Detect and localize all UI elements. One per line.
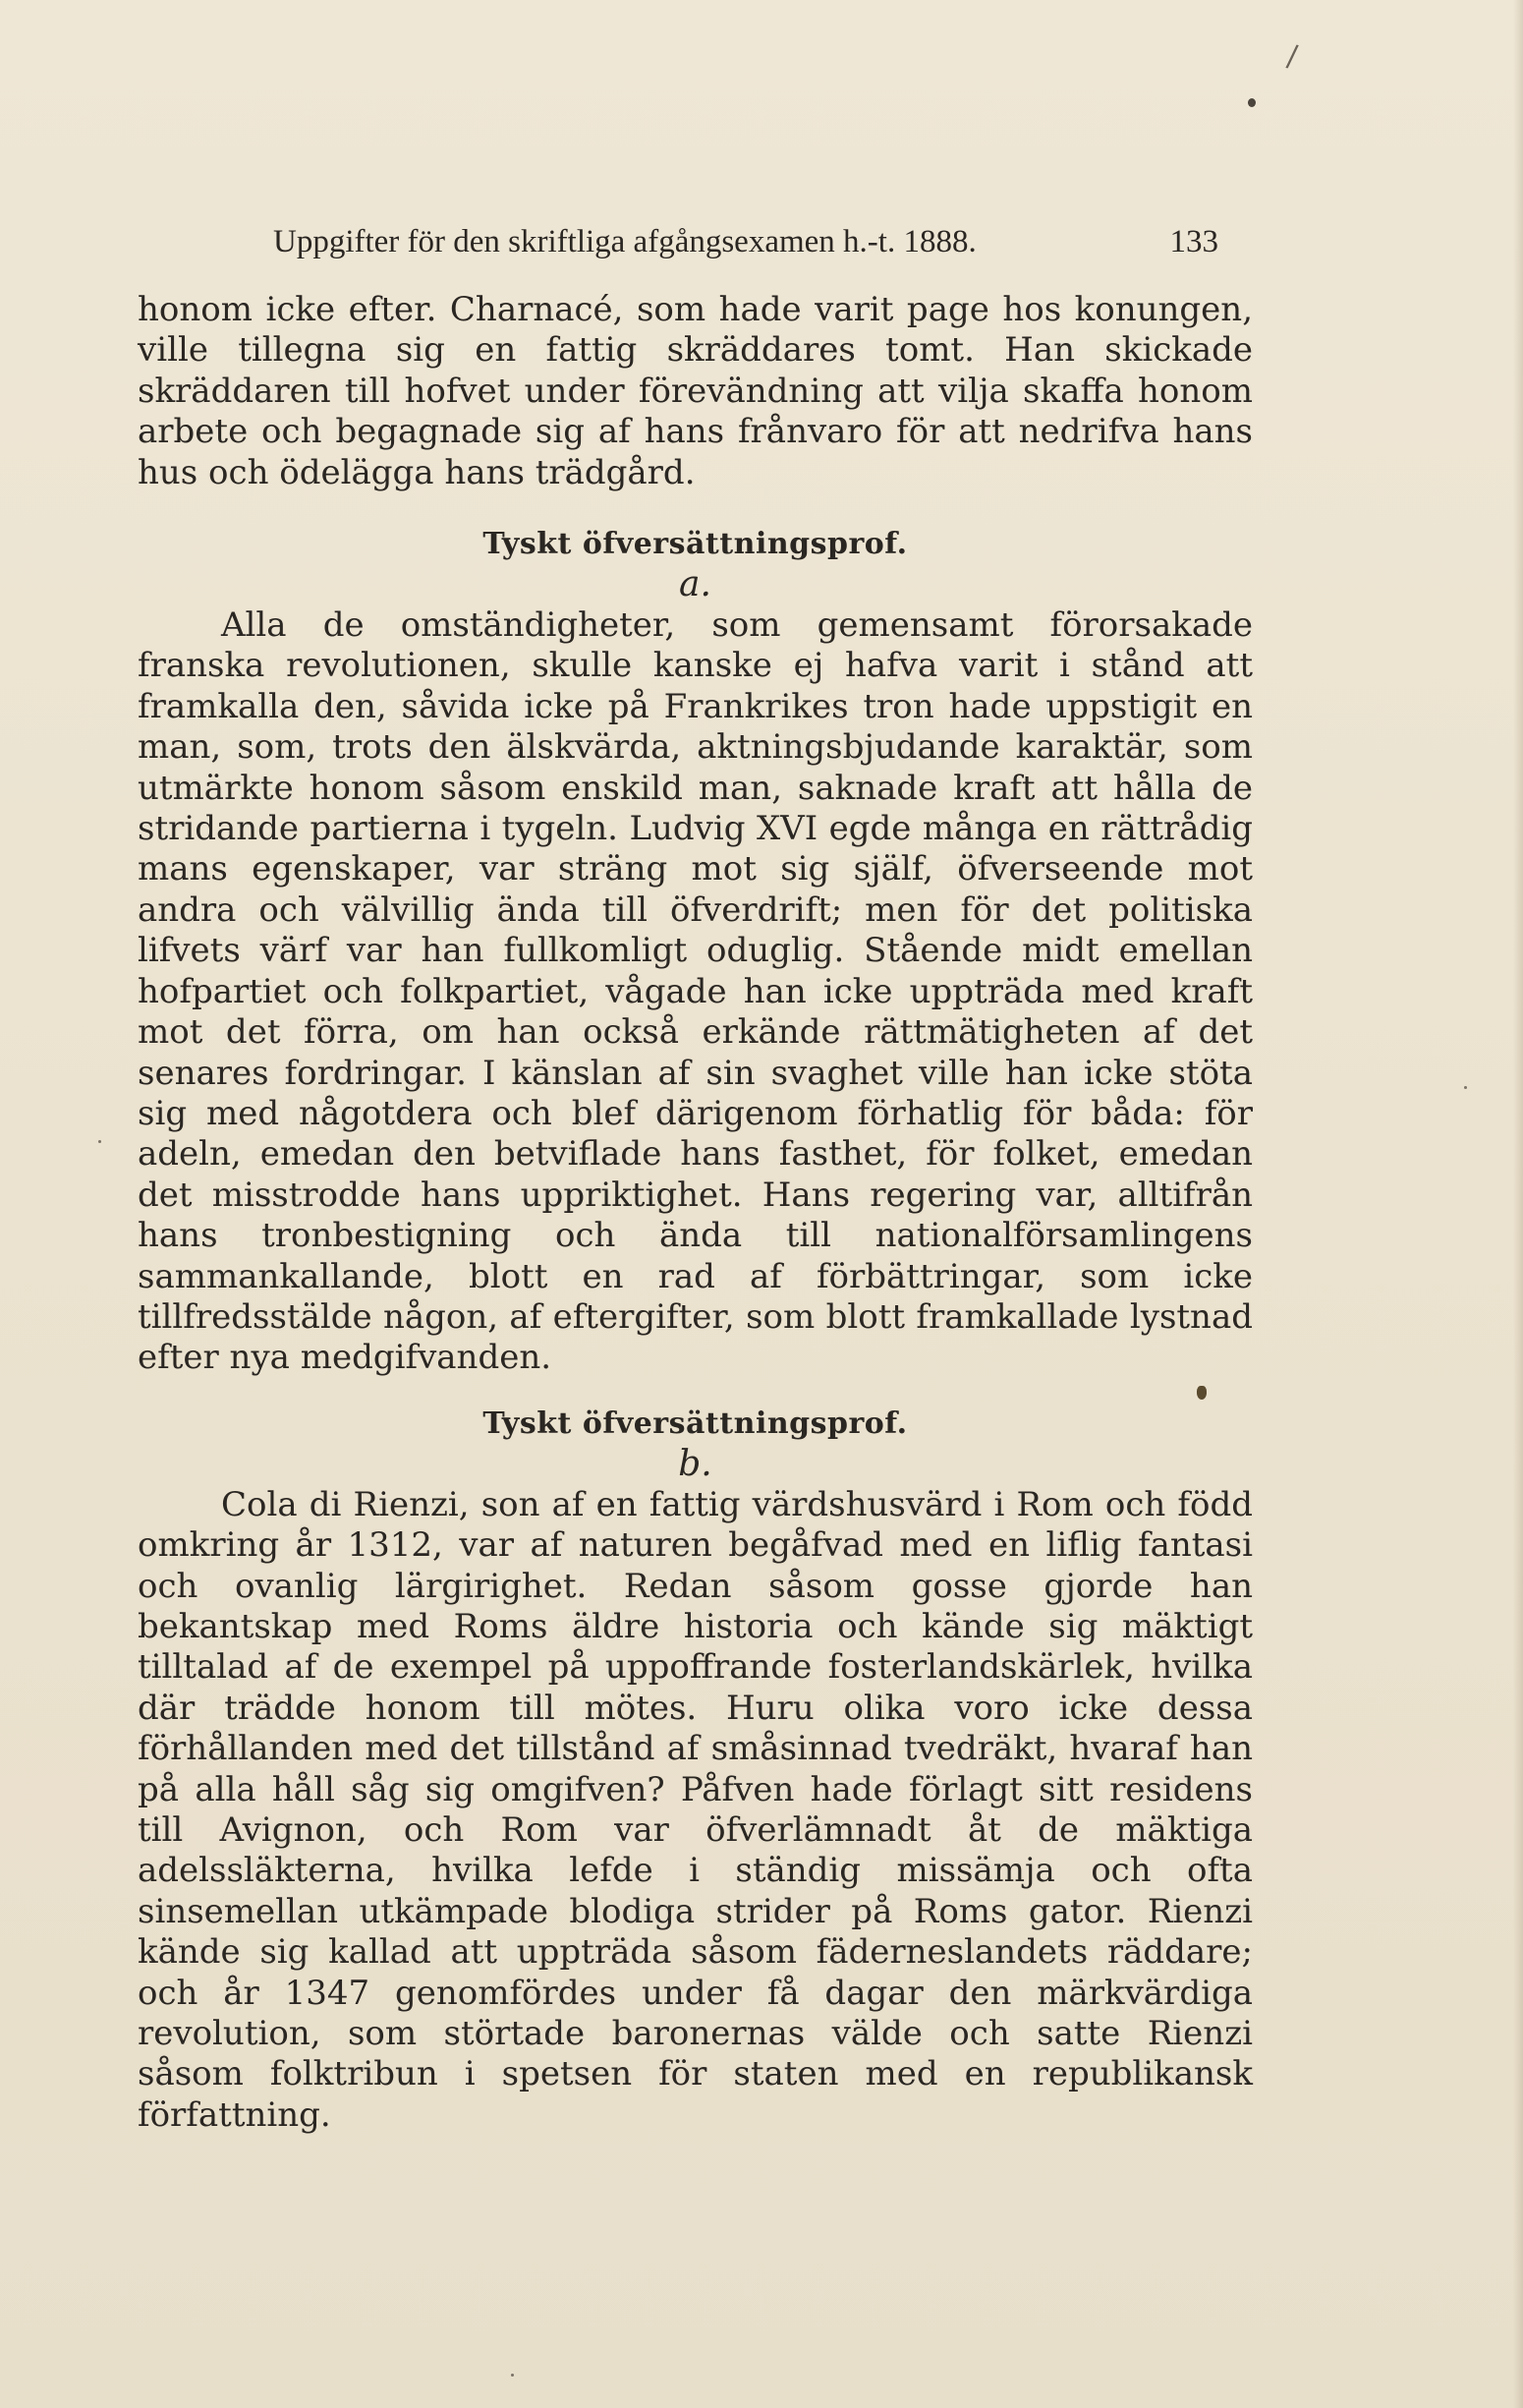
running-header: [273, 224, 1218, 263]
ink-blot: [1197, 1386, 1207, 1400]
section-a-heading: Tyskt öfversättningsprof.: [482, 527, 908, 562]
ink-dot: [1248, 98, 1256, 107]
page-body: [138, 290, 1253, 2136]
spacer: [138, 493, 1253, 525]
paper-speck: [98, 1140, 101, 1143]
page-edge-shadow: [1513, 0, 1523, 2408]
paper-speck: [1464, 1086, 1467, 1089]
intro-paragraph: honom icke efter. Charnacé, som hade varit page hos konungen, ville tillegna sig en fattig skräddares tomt. Han skickade skräddaren till hofvet under förevändning att vilja skaffa honom arbete och begagnade sig af hans frånvaro för att nedrifva hans hus och ödelägga hans trädgård.: [138, 290, 1253, 492]
section-a-label: a.: [679, 564, 711, 605]
section-b-paragraph: Cola di Rienzi, son af en fattig värdshusvärd i Rom och född omkring år 1312, var af naturen begåfvad med en liflig fantasi och ovanlig lärgirighet. Redan såsom gosse gjorde han bekantskap med Roms äldre historia och kände sig mäktigt tilltalad af de exempel på uppoffrande fosterlandskärlek, hvilka där trädde honom till mötes. Huru olika voro icke dessa förhållanden med det tillstånd af småsinnad tvedräkt, hvaraf han på alla håll såg sig omgifven? Påfven hade förlagt sitt residens till Avignon, och Rom var öfverlämnadt åt de mäktiga adelssläkterna, hvilka lefde i ständig missämja och ofta sinsemellan utkämpade blodiga strider på Roms gator. Rienzi kände sig kallad att uppträda såsom fäderneslandets räddare; och år 1347 genomfördes under få dagar den märkvärdiga revolution, som störtade baronernas välde och satte Rienzi såsom folktribun i spetsen för staten med en republikansk författning.: [138, 1484, 1253, 2135]
section-b-heading: Tyskt öfversättningsprof.: [482, 1405, 908, 1441]
spacer: [138, 1379, 1253, 1405]
section-b-label: b.: [678, 1443, 712, 1484]
header-title: Uppgifter för den skriftliga afgångsexamen h.-t. 1888.: [273, 224, 977, 259]
page-number: 133: [1169, 224, 1218, 259]
section-a-paragraph: Alla de omständigheter, som gemensamt förorsakade franska revolutionen, skulle kanske ej hafva varit i stånd att framkalla den, såvida icke på Frankrikes tron hade uppstigit en man, som, trots den älskvärda, aktningsbjudande karaktär, som utmärkte honom såsom enskild man, saknade kraft att hålla de stridande partierna i tygeln. Ludvig XVI egde många en rättrådig mans egenskaper, var sträng mot sig själf, öfverseende mot andra och välvillig ända till öfverdrift; men för det politiska lifvets värf var han fullkomligt oduglig. Stående midt emellan hofpartiet och folkpartiet, vågade han icke uppträda med kraft mot det förra, om han också erkände rättmätigheten af det senares fordringar. I känslan af sin svaghet ville han icke stöta sig med någotdera och blef därigenom förhatlig för båda: för adeln, emedan den betviflade hans fasthet, för folket, emedan det misstrodde hans uppriktighet. Hans regering var, alltifrån hans tronbestigning och ända till nationalförsamlingens sammankallande, blott en rad af förbättringar, som icke tillfredsstälde någon, af eftergifter, som blott framkallade lystnad efter nya medgifvanden.: [138, 605, 1253, 1378]
corner-pencil-mark: /: [1284, 38, 1300, 75]
paper-speck: [511, 2374, 514, 2377]
